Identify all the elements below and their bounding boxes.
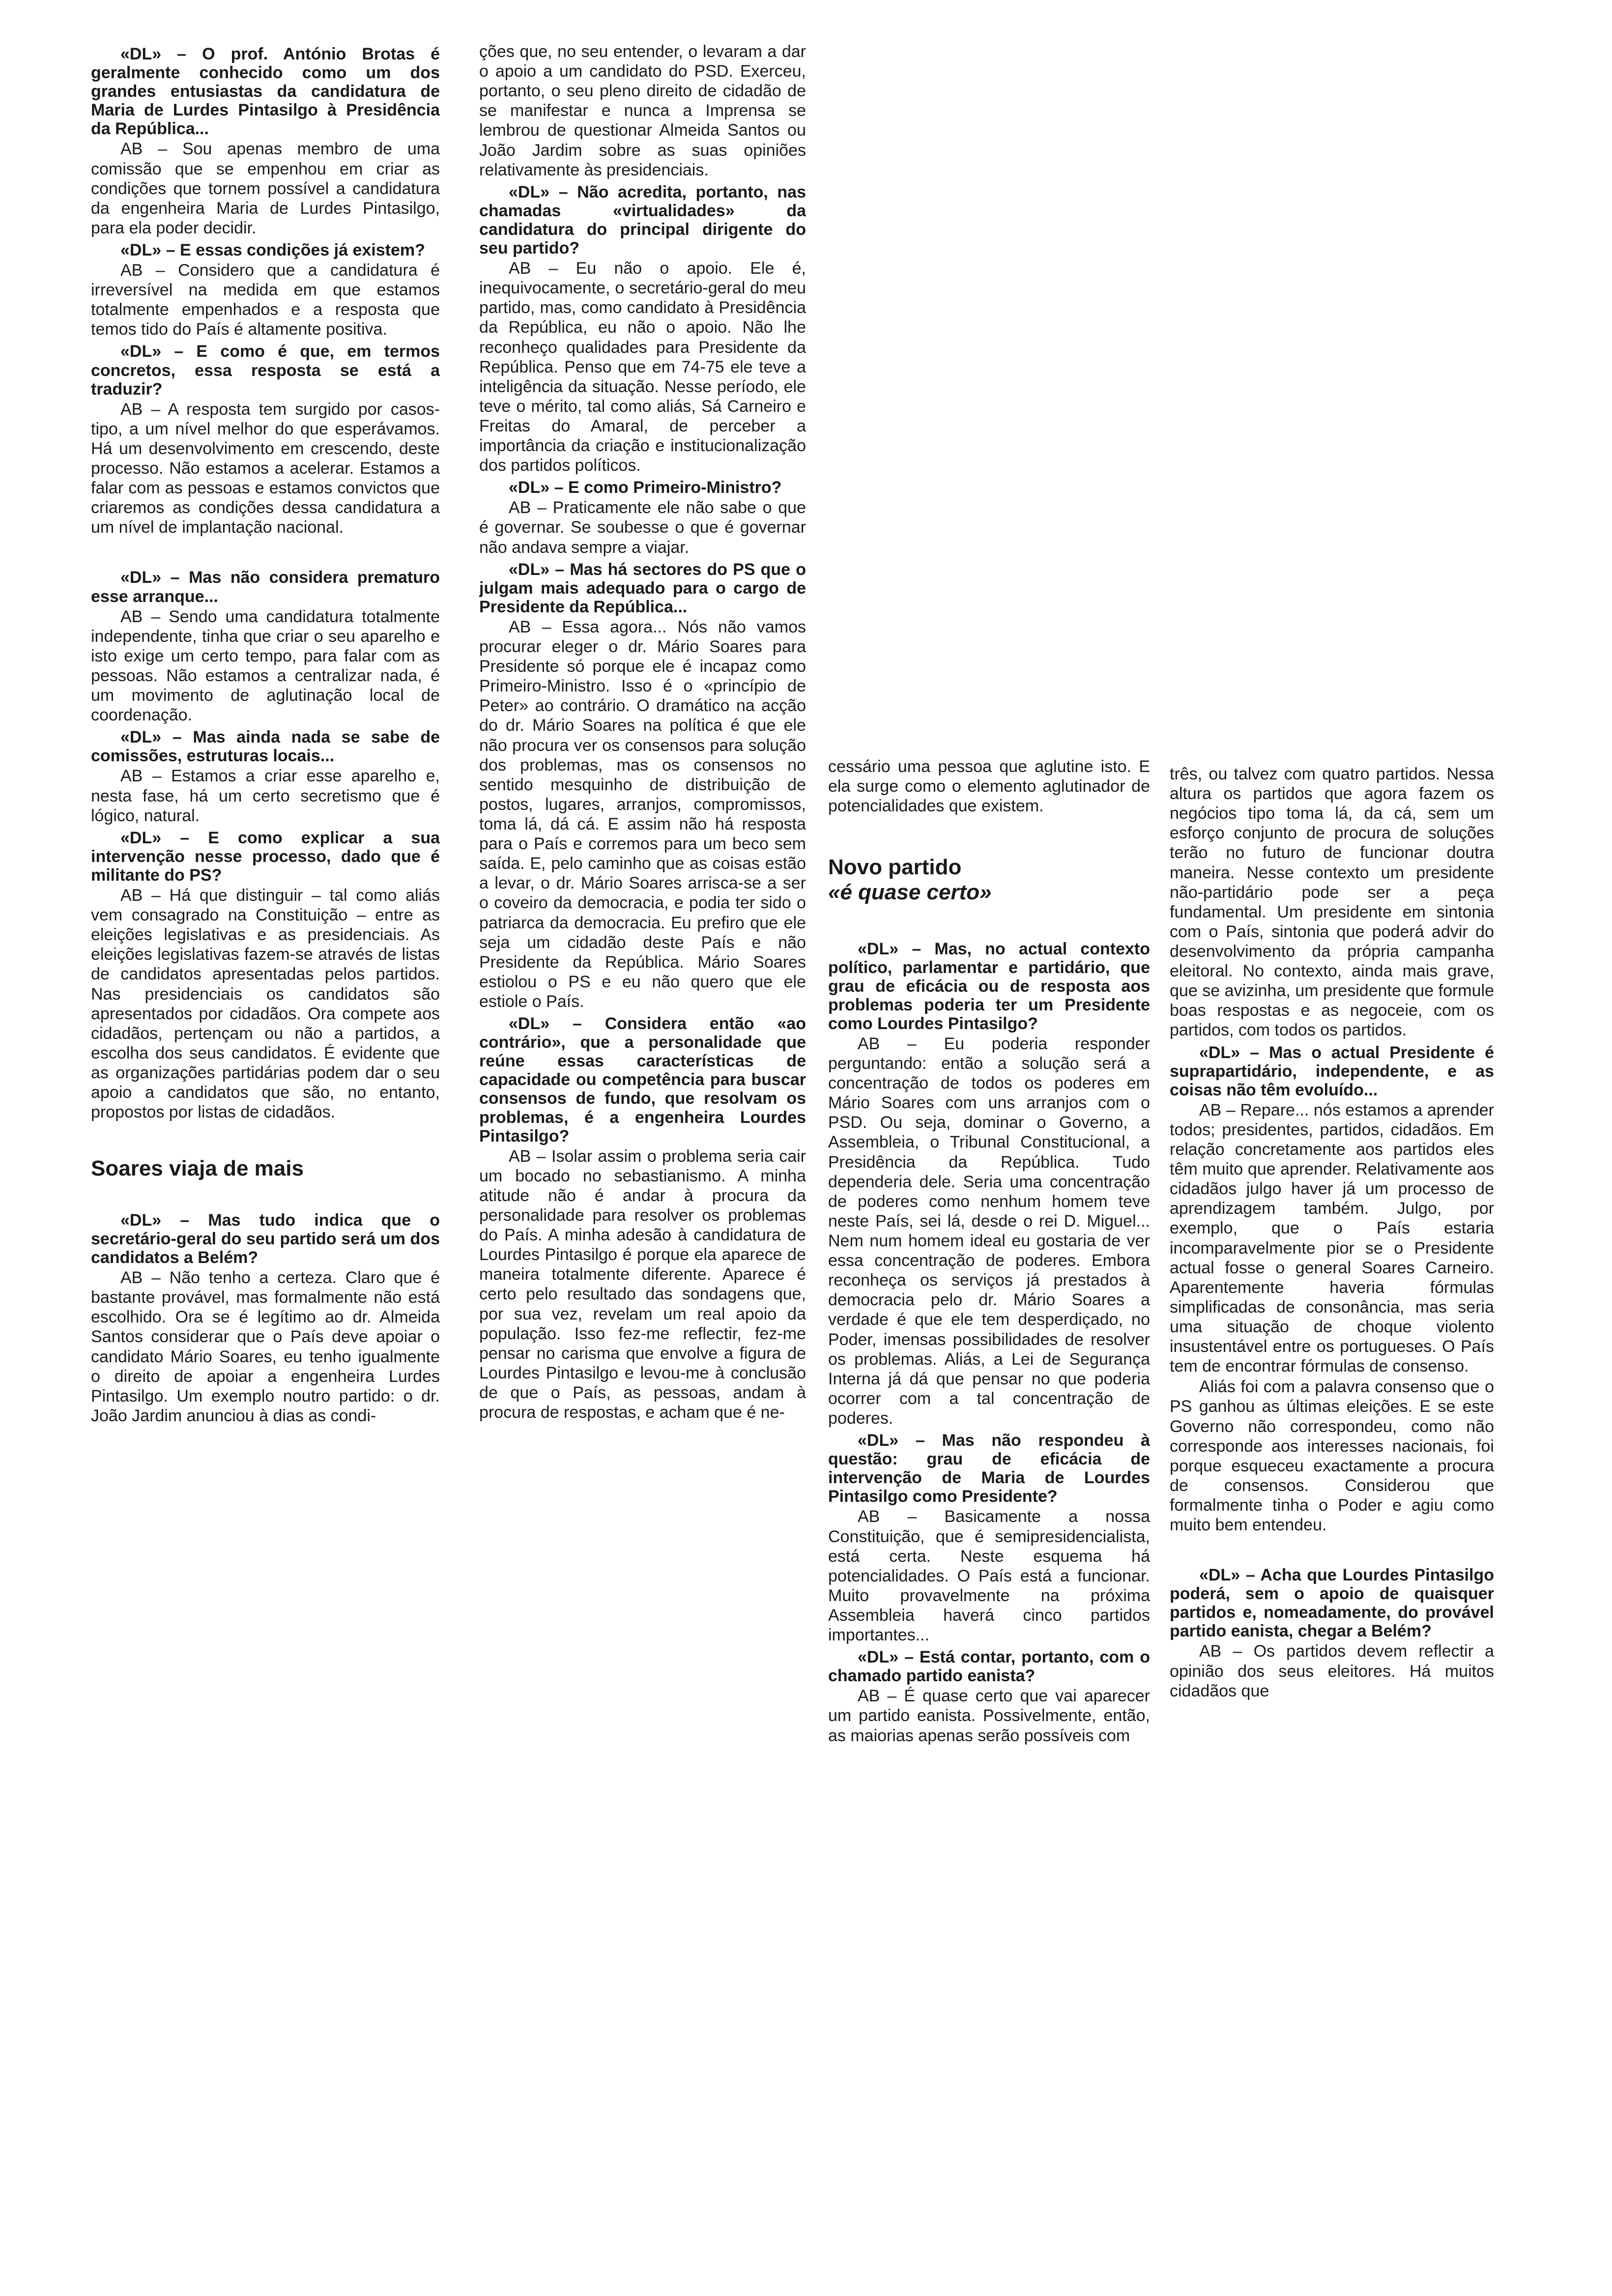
answer-text: AB – Considero que a candidatura é irreversível na medida em que estamos totalmente empenhados e a resposta que temos tido do País é altamente positiva.	[91, 261, 440, 339]
answer-text: AB – Essa agora... Nós não vamos procurar eleger o dr. Mário Soares para Presidente só porque ele é incapaz como Primeiro-Ministro. Isso é o «princípio de Peter» ao contrário. O dramático na acção do dr. Mário Soares na política é que ele não procura ver os consensos para solução dos problemas, mas os consensos no sentido mesquinho de distribuição de postos, lugares, arranjos, compromissos, toma lá, dá cá. E assim não há resposta para o País e corremos para um beco sem saída. E, pelo caminho que as coisas estão a levar, o dr. Mário Soares arrisca-se a ser o coveiro da democracia, e podia ter sido o patriarca da democracia. Eu prefiro que ele seja um cidadão deste País e não Presidente da República. Mário Soares estiolou o PS e eu não quero que ele estiole o País.	[479, 617, 806, 1011]
answer-text: três, ou talvez com quatro partidos. Nessa altura os partidos que agora fazem os negócios tipo toma lá, da cá, sem um esforço conjunto de procura de soluções terão no futuro de funcionar doutra maneira. Nesse contexto um presidente não-partidário pode ser a peça fundamental. Um presidente em sintonia com o País, sintonia que poderá advir do desenvolvimento da própria campanha eleitoral. No contexto, ainda mais grave, que se avizinha, um presidente que formule boas respostas e as negoceie, com os partidos, com todos os partidos.	[1170, 765, 1494, 1040]
answer-text: AB – Sou apenas membro de uma comissão que se empenhou em criar as condições que tornem possível a candidatura da engenheira Maria de Lurdes Pintasilgo, para ela poder decidir.	[91, 140, 440, 237]
answer-text: AB – Há que distinguir – tal como aliás vem consagrado na Constituição – entre as eleições legislativas e as presidenciais. As eleições legislativas fazem-se através de listas de candidatos apresentadas pelos partidos. Nas presidenciais os candidatos são apresentados por cidadãos. Ora compete aos cidadãos, pertençam ou não a partidos, a escolha dos seus candidatos. É evidente que as organizações partidárias podem dar o seu apoio a candidatos que são, no entanto, propostos por listas de cidadãos.	[91, 886, 440, 1122]
question-text: «DL» – Acha que Lourdes Pintasilgo poderá, sem o apoio de quaisquer partidos e, nomeadamente, do provável partido eanista, chegar a Belém?	[1170, 1566, 1494, 1641]
paragraph-gap	[1170, 1536, 1494, 1563]
answer-text: AB – Estamos a criar esse aparelho e, nesta fase, há um certo secretismo que é lógico, natural.	[91, 767, 440, 825]
question-text: «DL» – Considera então «ao contrário», que a personalidade que reúne essas características de capacidade ou competência para buscar consensos de fundo, que resolvam os problemas, é a engenheira Lourdes Pintasilgo?	[479, 1014, 806, 1146]
answer-text: cessário uma pessoa que aglutine isto. E ela surge como o elemento aglutinador de potencialidades que existem.	[828, 757, 1150, 816]
article-column-2	[479, 0, 806, 1423]
answer-text: AB – Os partidos devem reflectir a opinião dos seus eleitores. Há muitos cidadãos que	[1170, 1642, 1494, 1700]
question-text: «DL» – Mas não respondeu à questão: grau de eficácia de intervenção de Maria de Lourdes Pintasilgo como Presidente?	[828, 1431, 1150, 1506]
question-text: «DL» – Mas, no actual contexto político, parlamentar e partidário, que grau de eficácia ou de resposta aos problemas poderia ter um Presidente como Lourdes Pintasilgo?	[828, 939, 1150, 1033]
section-heading	[828, 855, 1150, 905]
answer-text: AB – Basicamente a nossa Constituição, que é semipresidencialista, está certa. Neste esquema há potencialidades. O País está a funcionar. Muito provavelmente na próxima Assembleia haverá cinco partidos importantes...	[828, 1507, 1150, 1645]
question-text: «DL» – Está contar, portanto, com o chamado partido eanista?	[828, 1648, 1150, 1686]
article-column-3	[828, 0, 1150, 1747]
section-heading-line1: Novo partido	[828, 855, 962, 880]
question-text: «DL» – Mas há sectores do PS que o julgam mais adequado para o cargo de Presidente da República...	[479, 560, 806, 616]
answer-text: AB – Isolar assim o problema seria cair um bocado no sebastianismo. A minha atitude não é andar à procura da personalidade para resolver os problemas do País. A minha adesão à candidatura de Lourdes Pintasilgo é porque ela aparece de maneira totalmente diferente. Aparece é certo pelo resultado das sondagens que, por sua vez, revelam um real apoio da população. Isso fez-me reflectir, fez-me pensar no carisma que envolve a figura de Lourdes Pintasilgo e levou-me à conclusão de que o País, as pessoas, andam à procura de respostas, e acham que é ne-	[479, 1147, 806, 1422]
answer-text: AB – Eu não o apoio. Ele é, inequivocamente, o secretário-geral do meu partido, mas, como candidato à Presidência da República, eu não o apoio. Não lhe reconheço qualidades para Presidente da República. Penso que em 74-75 ele teve a inteligência da situação. Nesse período, ele teve o mérito, tal como aliás, Sá Carneiro e Freitas do Amaral, de perceber a importância da criação e institucionalização dos partidos políticos.	[479, 259, 806, 475]
question-text: «DL» – E como explicar a sua intervenção nesse processo, dado que é militante do PS?	[91, 828, 440, 885]
answer-text: AB – Eu poderia responder perguntando: então a solução será a concentração de todos os poderes em Mário Soares com uns arranjos com o PSD. Ou seja, dominar o Governo, a Assembleia, o Tribunal Constitucional, a Presidência da República. Tudo dependeria dele. Seria uma concentração de poderes como nenhum homem teve neste País, sei lá, desde o rei D. Miguel... Nem num homem ideal eu gostaria de ver essa concentração de poderes. Embora reconheça os serviços já prestados à democracia pelo dr. Mário Soares a verdade é que ele tem desperdiçado, no Poder, imensas possibilidades de resolver os problemas. Aliás, a Lei de Segurança Interna já dá que pensar no que poderia ocorrer com a tal concentração de poderes.	[828, 1034, 1150, 1428]
answer-text: AB – A resposta tem surgido por casos-tipo, a um nível melhor do que esperávamos. Há um desenvolvimento em crescendo, deste processo. Não estamos a acelerar. Estamos a falar com as pessoas e estamos convictos que criaremos as condições dessa candidatura a um nível de implantação nacional.	[91, 400, 440, 537]
article-column-4	[1170, 0, 1494, 1702]
question-text: «DL» – Não acredita, portanto, nas chamadas «virtualidades» da candidatura do principal dirigente do seu partido?	[479, 182, 806, 258]
question-text: «DL» – E como Primeiro-Ministro?	[509, 478, 782, 497]
question-text: «DL» – Mas tudo indica que o secretário-geral do seu partido será um dos candidatos a Belém?	[91, 1210, 440, 1267]
question-text: «DL» – E como é que, em termos concretos, essa resposta se está a traduzir?	[91, 342, 440, 399]
section-heading: Soares viaja de mais	[91, 1156, 304, 1181]
answer-text: AB – Não tenho a certeza. Claro que é bastante provável, mas formalmente não está escolhido. Ora se é legítimo ao dr. Almeida Santos considerar que o País deve apoiar o candidato Mário Soares, eu tenho igualmente o direito de apoiar a engenheira Lurdes Pintasilgo. Um exemplo noutro partido: o dr. João Jardim anunciou à dias as condi-	[91, 1268, 440, 1425]
section-heading-line2: «é quase certo»	[828, 880, 992, 904]
question-text: «DL» – E essas condições já existem?	[120, 240, 425, 259]
question-text: «DL» – Mas não considera prematuro esse arranque...	[91, 568, 440, 606]
answer-text: Aliás foi com a palavra consenso que o PS ganhou as últimas eleições. E se este Governo não correspondeu, como não corresponde aos interesses nacionais, foi porque esqueceu exactamente a procura de consensos. Considerou que formalmente tinha o Poder e agiu como muito bem entendeu.	[1170, 1378, 1494, 1535]
paragraph-gap	[91, 538, 440, 565]
question-text: «DL» – Mas ainda nada se sabe de comissões, estruturas locais...	[91, 728, 440, 766]
answer-text: AB – Praticamente ele não sabe o que é governar. Se soubesse o que é governar não andava sempre a viajar.	[479, 498, 806, 557]
answer-text: AB – Sendo uma candidatura totalmente independente, tinha que criar o seu aparelho e isto exige um certo tempo, para falar com as pessoas. Não estamos a centralizar nada, é um movimento de aglutinação local de coordenação.	[91, 607, 440, 725]
answer-text: ções que, no seu entender, o levaram a dar o apoio a um candidato do PSD. Exerceu, portanto, o seu pleno direito de cidadão de se manifestar e nunca a Imprensa se lembrou de questionar Almeida Santos ou João Jardim sobre as suas opiniões relativamente às presidenciais.	[479, 42, 806, 179]
question-text: «DL» – Mas o actual Presidente é suprapartidário, independente, e as coisas não têm evoluído...	[1170, 1043, 1494, 1099]
answer-text: AB – Repare... nós estamos a aprender todos; presidentes, partidos, cidadãos. Em relação concretamente aos partidos eles têm muito que aprender. Relativamente aos cidadãos julgo haver já um processo de aprendizagem também. Julgo, por exemplo, que o País estaria incomparavelmente pior se o Presidente actual fosse o general Soares Carneiro. Aparentemente haveria fórmulas simplificadas de consonância, mas seria uma situação de choque violento insustentável entre os portugueses. O País tem de encontrar fórmulas de consenso.	[1170, 1100, 1494, 1376]
article-column-1	[91, 0, 440, 1427]
answer-text: AB – É quase certo que vai aparecer um partido eanista. Possivelmente, então, as maiorias apenas serão possíveis com	[828, 1687, 1150, 1745]
question-text: «DL» – O prof. António Brotas é geralmente conhecido como um dos grandes entusiastas da candidatura de Maria de Lurdes Pintasilgo à Presidência da República...	[91, 45, 440, 139]
